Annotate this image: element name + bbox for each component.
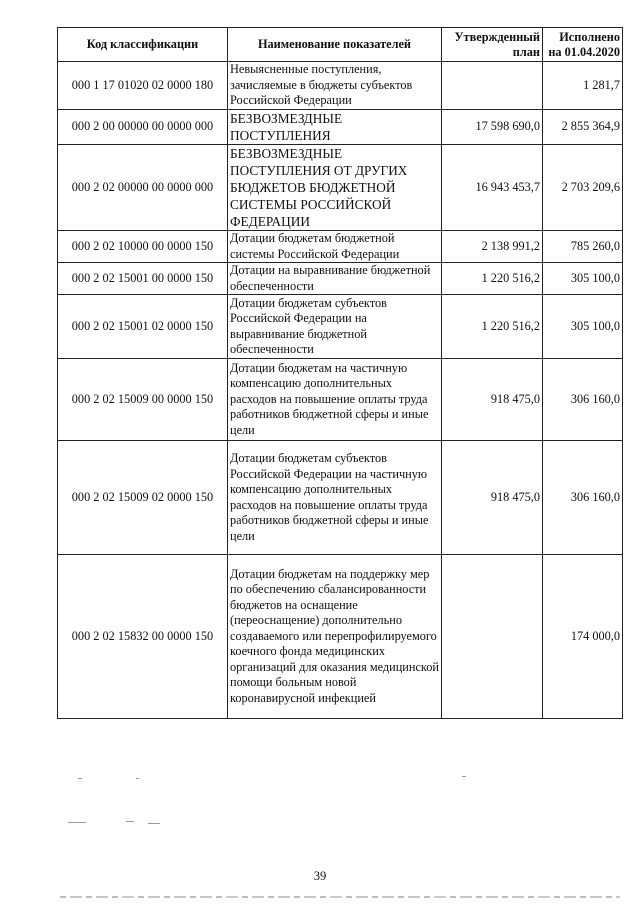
table-header-row [58,28,623,62]
row-plan [442,555,543,719]
row-name: Дотации бюджетам бюджетной системы Российской Федерации [228,231,442,263]
row-name: Невыясненные поступления, зачисляемые в бюджеты субъектов Российской Федерации [228,62,442,110]
row-name: БЕЗВОЗМЕЗДНЫЕ ПОСТУПЛЕНИЯ [228,110,442,145]
row-done: 2 855 364,9 [543,110,623,145]
row-done: 305 100,0 [543,295,623,359]
row-done: 2 703 209,6 [543,145,623,231]
row-code: 000 2 02 15009 00 0000 150 [58,359,228,441]
table-row [58,62,623,110]
row-done: 785 260,0 [543,231,623,263]
row-code: 000 2 00 00000 00 0000 000 [58,110,228,145]
scan-speck [78,778,82,779]
row-code: 000 2 02 00000 00 0000 000 [58,145,228,231]
row-code: 000 1 17 01020 02 0000 180 [58,62,228,110]
row-name: Дотации бюджетам субъектов Российской Федерации на выравнивание бюджетной обеспеченности [228,295,442,359]
table-row [58,231,623,263]
row-name: Дотации бюджетам на частичную компенсацию дополнительных расходов на повышение оплаты труда работников бюджетной сферы и иные цели [228,359,442,441]
row-name: Дотации на выравнивание бюджетной обеспеченности [228,263,442,295]
header-approved-plan: Утвержденный план [442,28,543,62]
row-done: 174 000,0 [543,555,623,719]
row-name: БЕЗВОЗМЕЗДНЫЕ ПОСТУПЛЕНИЯ ОТ ДРУГИХ БЮДЖЕТОВ БЮДЖЕТНОЙ СИСТЕМЫ РОССИЙСКОЙ ФЕДЕРАЦИИ [228,145,442,231]
table-row [58,110,623,145]
table-row [58,295,623,359]
row-plan: 918 475,0 [442,359,543,441]
scan-speck [136,778,139,779]
scan-speck [126,821,134,822]
scan-speck [148,823,160,824]
row-plan: 1 220 516,2 [442,263,543,295]
table-row [58,263,623,295]
row-plan: 16 943 453,7 [442,145,543,231]
row-plan [442,62,543,110]
page-number: 39 [313,869,327,883]
row-code: 000 2 02 15832 00 0000 150 [58,555,228,719]
row-plan: 17 598 690,0 [442,110,543,145]
row-code: 000 2 02 15001 00 0000 150 [58,263,228,295]
row-done: 1 281,7 [543,62,623,110]
table-row [58,359,623,441]
row-code: 000 2 02 15009 02 0000 150 [58,441,228,555]
row-plan: 1 220 516,2 [442,295,543,359]
header-executed: Исполнено на 01.04.2020 [543,28,623,62]
header-classification-code: Код классификации [58,28,228,62]
table-row [58,441,623,555]
row-name: Дотации бюджетам на поддержку мер по обеспечению сбалансированности бюджетов на оснащение (переоснащение) дополнительно создаваемого или перепрофилируемого коечного фонда медицинских организаций для оказания медицинской помощи больным новой коронавирусной инфекцией [228,555,442,719]
row-code: 000 2 02 15001 02 0000 150 [58,295,228,359]
row-done: 305 100,0 [543,263,623,295]
header-indicator-name: Наименование показателей [228,28,442,62]
scan-bottom-edge [60,896,620,898]
budget-execution-table [57,27,623,719]
row-name: Дотации бюджетам субъектов Российской Федерации на частичную компенсацию дополнительных расходов на повышение оплаты труда работников бюджетной сферы и иные цели [228,441,442,555]
scan-speck [68,822,86,823]
row-plan: 2 138 991,2 [442,231,543,263]
table-row [58,555,623,719]
row-plan: 918 475,0 [442,441,543,555]
row-done: 306 160,0 [543,441,623,555]
scan-speck [462,776,466,777]
table-row [58,145,623,231]
row-code: 000 2 02 10000 00 0000 150 [58,231,228,263]
row-done: 306 160,0 [543,359,623,441]
